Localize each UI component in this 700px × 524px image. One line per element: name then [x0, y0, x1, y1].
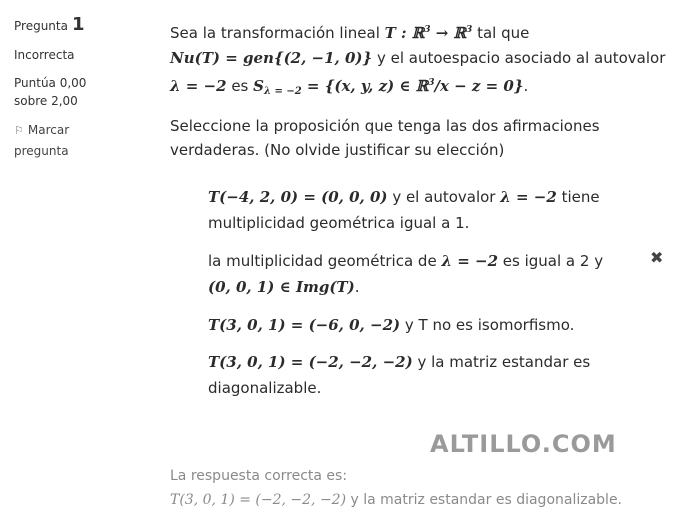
q-text-3: y el autoespacio asociado al autovalor	[376, 49, 666, 67]
flag-line1: Marcar	[27, 123, 70, 137]
q-math-4: $S_{\lambda = -2} = \{(x$, y, z) ∈ ℝ$^3$/x − z = 0}	[253, 77, 524, 97]
option-b-math-2: (0, 0, 1) ∈ Img(T)	[208, 278, 355, 296]
option-b-text-2: es igual a 2 y	[502, 252, 604, 270]
option-b-math-1: λ = −2	[441, 252, 499, 270]
option-b-text-1: la multiplicidad geométrica de	[208, 252, 437, 270]
question-label: Pregunta	[14, 19, 68, 33]
q-text-4: es	[231, 77, 249, 95]
question-info	[14, 14, 154, 161]
flag-icon: ⚐	[14, 124, 24, 137]
feedback-label: La respuesta correcta es:	[170, 468, 348, 484]
incorrect-mark-icon: ✖	[650, 248, 664, 267]
question-instruction: Seleccione la proposición que tenga las dos afirmaciones verdaderas. (No olvide justificar su elección)	[170, 117, 600, 159]
answer-option-a[interactable]	[208, 184, 628, 236]
question-number-block	[14, 14, 154, 35]
question-text	[170, 18, 690, 162]
q-text-1: Sea la transformación lineal	[170, 24, 380, 42]
correct-answer-feedback	[170, 464, 690, 512]
option-d-math: T(3, 0, 1) = (−2, −2, −2)	[208, 353, 413, 371]
grade-line2: sobre 2,00	[14, 94, 78, 108]
answer-option-d[interactable]	[208, 349, 628, 401]
q-math-3: λ = −2	[170, 77, 227, 95]
question-grade	[14, 74, 154, 110]
question-statement	[170, 18, 690, 104]
option-d-text: y la matriz estandar es diagonalizable.	[208, 353, 591, 397]
flag-question-link[interactable]	[14, 120, 154, 161]
feedback-math: T(3, 0, 1) = (−2, −2, −2)	[170, 492, 347, 508]
feedback-answer	[170, 488, 690, 512]
option-c-math: T(3, 0, 1) = (−6, 0, −2)	[208, 316, 401, 334]
watermark: ALTILLO.COM	[430, 430, 617, 458]
answer-option-b[interactable]	[208, 248, 628, 300]
option-a-text-1: y el autovalor	[392, 188, 496, 206]
option-a-text-2: tiene multiplicidad geométrica igual a 1.	[208, 188, 600, 232]
q-math-2: Nu(T) = gen{(2, −1, 0)}	[170, 49, 373, 67]
flag-line2: pregunta	[14, 144, 69, 158]
option-b-text-3: .	[354, 278, 360, 296]
option-a-math-1: T(−4, 2, 0) = (0, 0, 0)	[208, 188, 388, 206]
q-text-5: .	[523, 77, 529, 95]
option-c-text: y T no es isomorfismo.	[404, 316, 575, 334]
q-math-1: T : ℝ$^3$ → ℝ$^3$	[384, 24, 473, 42]
question-state: Incorrecta	[14, 48, 75, 62]
option-a-math-2: λ = −2	[500, 188, 557, 206]
feedback-text: y la matriz estandar es diagonalizable.	[350, 492, 623, 508]
answer-option-c[interactable]	[208, 312, 628, 338]
grade-line1: Puntúa 0,00	[14, 76, 87, 90]
q-text-2: tal que	[477, 24, 530, 42]
question-number: 1	[71, 14, 85, 35]
